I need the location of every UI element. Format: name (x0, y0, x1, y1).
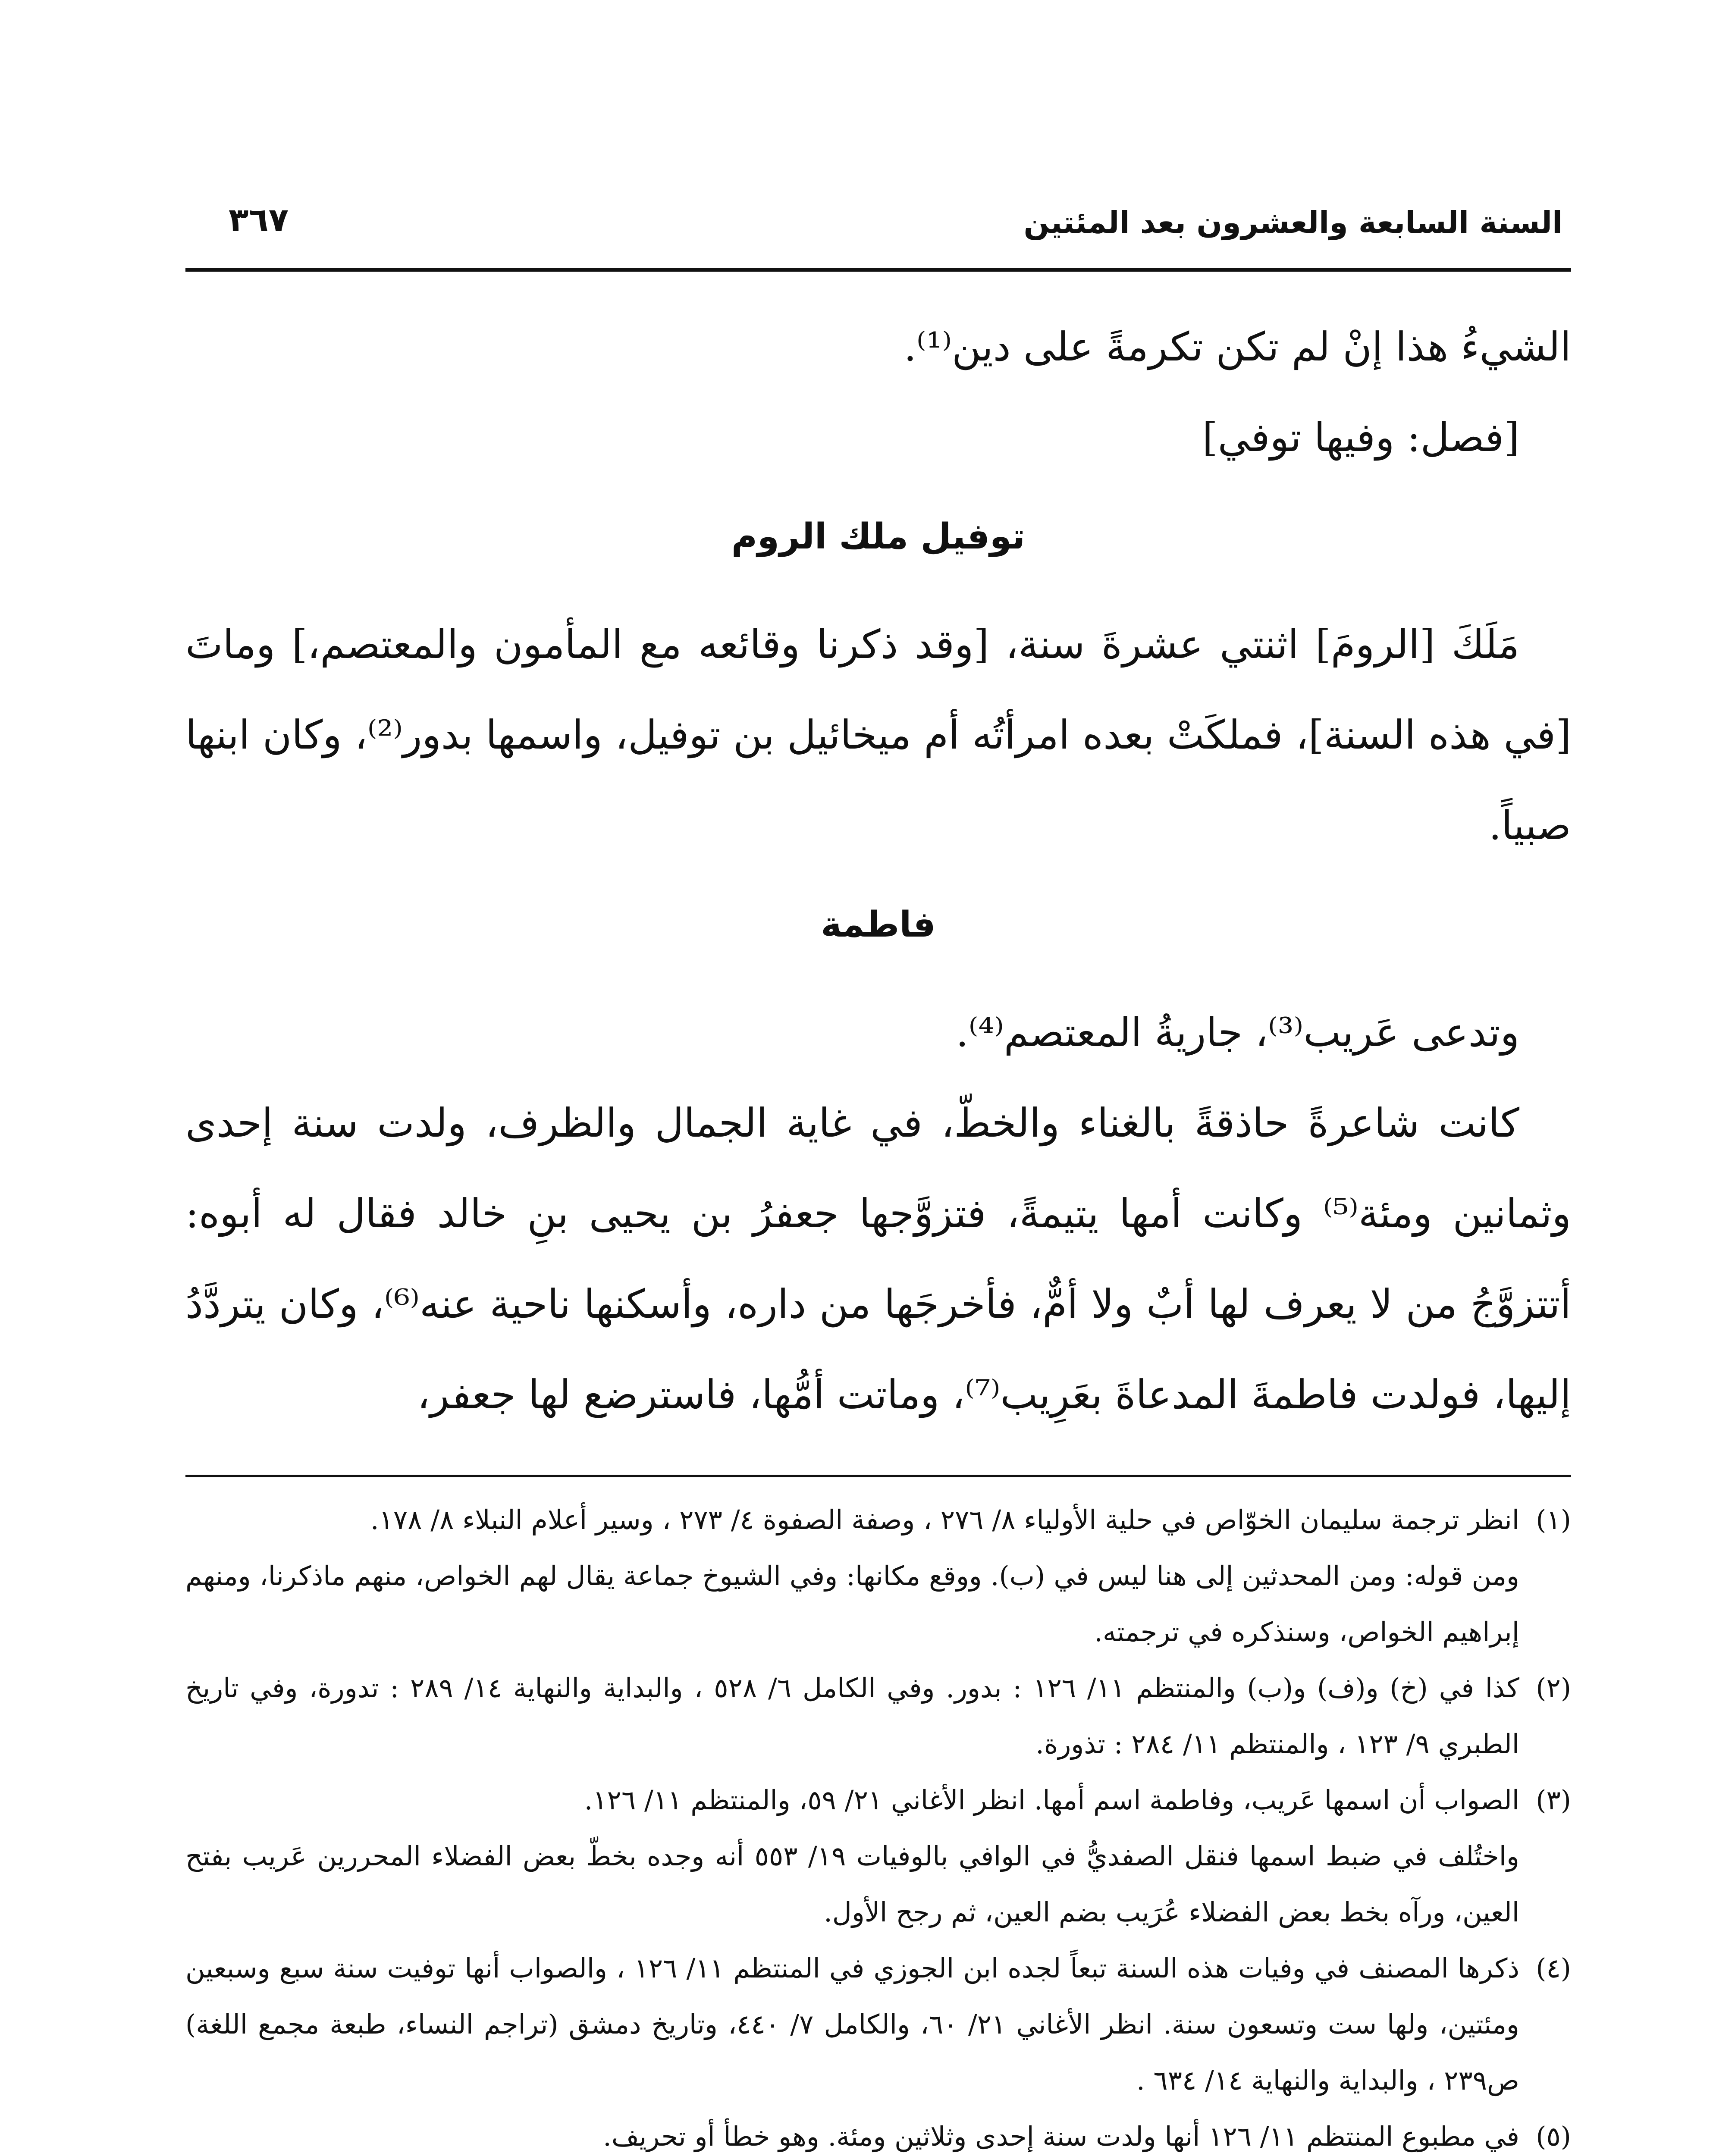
heading-tofil: توفيل ملك الروم (731, 516, 1026, 557)
footnote-number: (٢) (1536, 1672, 1572, 1704)
paragraph-tofil: مَلَكَ [الرومَ] اثنتي عشرةَ سنة، [وقد ذكرنا وقائعه مع المأمون والمعتصم،] وماتَ [في هذه السنة]، فملكَتْ بعده امرأتُه أم ميخائيل بن توفيل، واسمها بدور⁽²⁾، وكان ابنها صبياً. (185, 621, 1571, 849)
footnote-4 (185, 1940, 1571, 2109)
paragraph-fatima-intro: وتدعى عَريب⁽³⁾، جاريةُ المعتصم⁽⁴⁾. (956, 1009, 1519, 1056)
footnote-5 (185, 2109, 1571, 2156)
footnote-text: كذا في (خ) و(ف) و(ب) والمنتظم ١١/ ١٢٦ : بدور. وفي الكامل ٦/ ٥٢٨ ، والبداية والنهاية ١٤/ ٢٨٩ : تدورة، وفي تاريخ الطبري ٩/ ١٢٣ ، والمنتظم ١١/ ٢٨٤ : تذورة. (185, 1672, 1520, 1760)
running-title: السنة السابعة والعشرون بعد المئتين (1023, 205, 1562, 240)
header-rule (185, 268, 1571, 272)
footnotes (185, 1492, 1571, 2156)
footnote-text: الصواب أن اسمها عَريب، وفاطمة اسم أمها. انظر الأغاني ٢١/ ٥٩، والمنتظم ١١/ ١٢٦. (584, 1784, 1519, 1816)
page-header (185, 196, 1562, 257)
footnote-number: (٥) (1536, 2121, 1571, 2152)
section-label: [فصل: وفيها توفي] (1202, 414, 1519, 461)
footnote-text: انظر ترجمة سليمان الخوّاص في حلية الأولياء ٨/ ٢٧٦ ، وصفة الصفوة ٤/ ٢٧٣ ، وسير أعلام النبلاء ٨/ ١٧٨. (370, 1504, 1519, 1536)
paragraph-fatima-bio: كانت شاعرةً حاذقةً بالغناء والخطّ، في غاية الجمال والظرف، ولدت سنة إحدى وثمانين ومئة⁽⁵⁾ وكانت أمها يتيمةً، فتزوَّجها جعفرُ بن يحيى بنِ خالد فقال له أبوه: أتتزوَّجُ من لا يعرف لها أبٌ ولا أمٌّ، فأخرجَها من داره، وأسكنها ناحية عنه⁽⁶⁾، وكان يتردَّدُ إليها، فولدت فاطمةَ المدعاةَ بعَرِيب⁽⁷⁾، وماتت أمُّها، فاسترضع لها جعفر، (185, 1100, 1571, 1418)
footnote-3 (185, 1772, 1571, 1828)
footnote-text: ذكرها المصنف في وفيات هذه السنة تبعاً لجده ابن الجوزي في المنتظم ١١/ ١٢٦ ، والصواب أنها توفيت سنة سبع وسبعين ومئتين، ولها ست وتسعون سنة. انظر الأغاني ٢١/ ٦٠، والكامل ٧/ ٤٤٠، وتاريخ دمشق (تراجم النساء، طبعة مجمع اللغة) ص٢٣٩ ، والبداية والنهاية ١٤/ ٦٣٤ . (185, 1952, 1519, 2096)
footnote-1-continuation: ومن قوله: ومن المحدثين إلى هنا ليس في (ب). ووقع مكانها: وفي الشيوخ جماعة يقال لهم الخواص، منهم ماذكرنا، ومنهم إبراهيم الخواص، وسنذكره في ترجمته. (185, 1560, 1519, 1648)
main-text (185, 302, 1571, 1440)
footnote-1 (185, 1492, 1571, 1548)
continuation-line: الشيءُ هذا إنْ لم تكن تكرمةً على دين⁽¹⁾. (904, 324, 1571, 370)
footnote-3-continuation: واختُلف في ضبط اسمها فنقل الصفديُّ في الوافي بالوفيات ١٩/ ٥٥٣ أنه وجده بخطّ بعض الفضلاء المحررين عَريب بفتح العين، ورآه بخط بعض الفضلاء عُرَيب بضم العين، ثم رجح الأول. (185, 1840, 1519, 1928)
footnote-2 (185, 1660, 1571, 1772)
footnote-text: في مطبوع المنتظم ١١/ ١٢٦ أنها ولدت سنة إحدى وثلاثين ومئة. وهو خطأ أو تحريف. (603, 2121, 1519, 2152)
footnote-rule (185, 1475, 1571, 1477)
footnote-number: (٣) (1536, 1784, 1571, 1816)
footnote-number: (١) (1536, 1504, 1571, 1536)
footnote-number: (٤) (1536, 1952, 1571, 1984)
page-number: ٣٦٧ (229, 201, 289, 239)
heading-fatima: فاطمة (821, 904, 936, 945)
